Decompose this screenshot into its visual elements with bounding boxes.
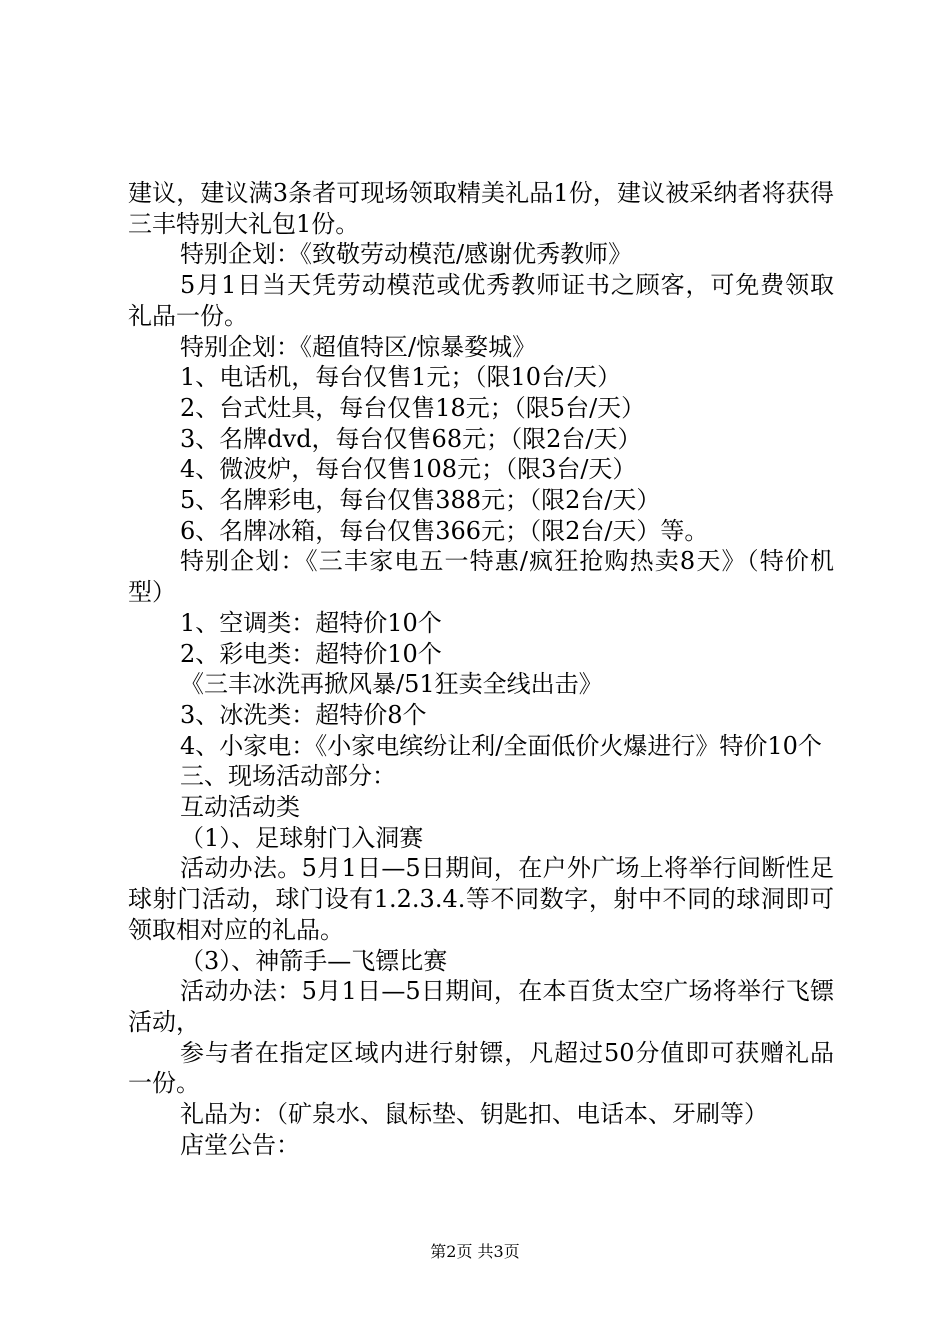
paragraph: 礼品为：（矿泉水、鼠标垫、钥匙扣、电话本、牙刷等） xyxy=(180,1100,768,1129)
paragraph: 参与者在指定区域内进行射镖，凡超过50分值即可获赠礼品一份。 xyxy=(128,1038,834,1098)
paragraph: 店堂公告： xyxy=(180,1130,300,1159)
list-item: 5、名牌彩电，每台仅售388元；（限2台/天） xyxy=(180,486,661,515)
subheading: （3）、神箭手—飞镖比赛 xyxy=(180,946,448,975)
paragraph: 活动办法。5月1日—5日期间，在户外广场上将举行间断性足球射门活动，球门设有1.2.3.4.等不同数字，射中不同的球洞即可领取相对应的礼品。 xyxy=(128,854,834,944)
page-footer: 第2页 共3页 xyxy=(430,1242,520,1261)
paragraph: 《三丰冰洗再掀风暴/51狂卖全线出击》 xyxy=(180,670,603,699)
list-item: 3、冰洗类：超特价8个 xyxy=(180,700,427,729)
paragraph: 特别企划：《三丰家电五一特惠/疯狂抢购热卖8天》（特价机型） xyxy=(128,547,834,607)
paragraph: 5月1日当天凭劳动模范或优秀教师证书之顾客，可免费领取礼品一份。 xyxy=(128,271,834,330)
list-item: 2、彩电类：超特价10个 xyxy=(180,639,442,668)
paragraph: 特别企划：《致敬劳动模范/感谢优秀教师》 xyxy=(180,240,633,269)
list-item: 6、名牌冰箱，每台仅售366元；（限2台/天）等。 xyxy=(180,516,709,545)
paragraph: 特别企划：《超值特区/惊暴婺城》 xyxy=(180,332,537,361)
subheading: 互动活动类 xyxy=(180,793,300,822)
list-item: 1、空调类：超特价10个 xyxy=(180,608,442,637)
list-item: 4、微波炉，每台仅售108元；（限3台/天） xyxy=(180,455,637,484)
subheading: （1）、足球射门入洞赛 xyxy=(180,823,424,852)
list-item: 3、名牌dvd，每台仅售68元；（限2台/天） xyxy=(180,424,642,453)
paragraph: 建议，建议满3条者可现场领取精美礼品1份，建议被采纳者将获得三丰特别大礼包1份。 xyxy=(128,179,834,238)
paragraph: 活动办法：5月1日—5日期间，在本百货太空广场将举行飞镖活动， xyxy=(128,977,834,1036)
list-item: 1、电话机，每台仅售1元；（限10台/天） xyxy=(180,363,622,392)
document-body xyxy=(128,178,834,1161)
list-item: 4、小家电：《小家电缤纷让利/全面低价火爆进行》特价10个 xyxy=(180,731,822,760)
list-item: 2、台式灶具，每台仅售18元；（限5台/天） xyxy=(180,393,646,422)
section-heading: 三、现场活动部分： xyxy=(180,762,396,791)
